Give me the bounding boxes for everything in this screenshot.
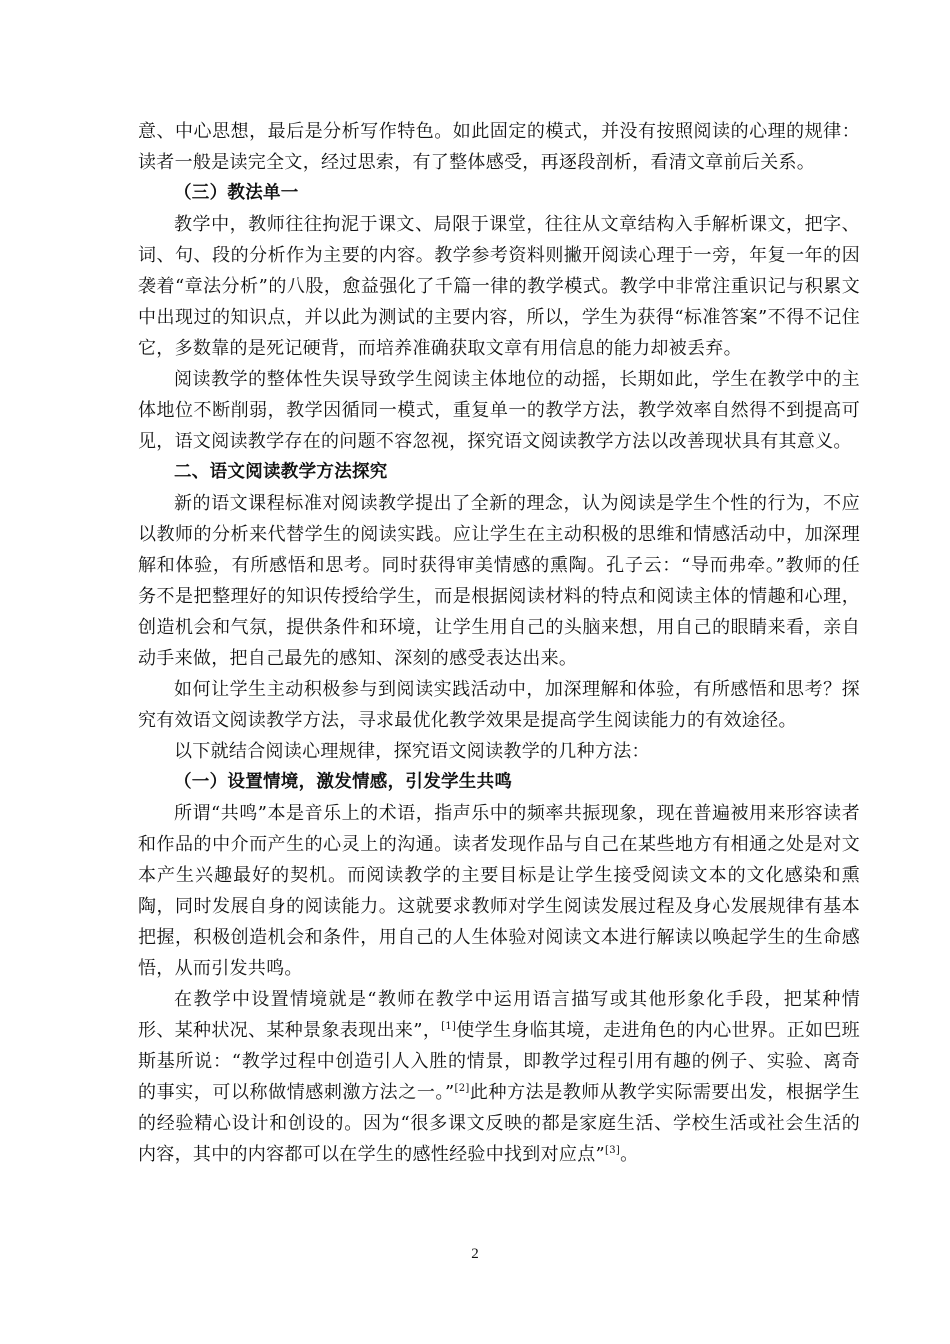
paragraph-text: 此种方法是教师从教学实际需要出发，根据学生的经验精心设计和创设的。因为“很多课文反映的都是家庭生活、学校生活或社会生活的内容，其中的内容都可以在学生的感性经验中找到对应点” — [138, 1082, 860, 1165]
paragraph-with-citations — [138, 984, 860, 1170]
paragraph: 教学中，教师往往拘泥于课文、局限于课堂，往往从文章结构入手解析课文，把字、词、句、段的分析作为主要的内容。教学参考资料则撇开阅读心理于一旁，年复一年的因袭着“章法分析”的八股，愈益强化了千篇一律的教学模式。教学中非常注重识记与积累文中出现过的知识点，并以此为测试的主要内容，所以，学生为获得“标准答案”不得不记住它，多数靠的是死记硬背，而培养准确获取文章有用信息的能力却被丢弃。 — [138, 214, 860, 359]
page-number: 2 — [471, 1246, 479, 1262]
paragraph: 以下就结合阅读心理规律，探究语文阅读教学的几种方法： — [174, 741, 650, 762]
section-heading-set-situation: （一）设置情境，激发情感，引发学生共鸣 — [174, 772, 513, 792]
citation-ref: [1] — [441, 1021, 457, 1032]
citation-ref: [2] — [454, 1083, 470, 1094]
paragraph: 所谓“共鸣”本是音乐上的术语，指声乐中的频率共振现象，现在普遍被用来形容读者和作品的中介而产生的心灵上的沟通。读者发现作品与自己在某些地方有相通之处是对文本产生兴趣最好的契机。而阅读教学的主要目标是让学生接受阅读文本的文化感染和熏陶，同时发展自身的阅读能力。这就要求教师对学生阅读发展过程及身心发展规律有基本把握，积极创造机会和条件，用自己的人生体验对阅读文本进行解读以唤起学生的生命感悟，从而引发共鸣。 — [138, 803, 860, 979]
section-heading-teaching-method-single: （三）教法单一 — [174, 183, 299, 203]
paragraph-text: 使学生身临其境，走进角色的内心世界。正如巴班斯基所说：“教学过程中创造引人入胜的情景，即教学过程引用有趣的例子、实验、离奇的事实，可以称做情感刺激方法之一。” — [138, 1020, 860, 1103]
paragraph: 如何让学生主动积极参与到阅读实践活动中，加深理解和体验，有所感悟和思考？探究有效语文阅读教学方法，寻求最优化教学效果是提高学生阅读能力的有效途径。 — [138, 679, 860, 731]
document-body — [138, 116, 860, 1170]
paragraph-text: 在教学中设置情境就是“教师在教学中运用语言描写或其他形象化手段，把某种情形、某种状况、某种景象表现出来”， — [138, 989, 860, 1041]
paragraph: 新的语文课程标准对阅读教学提出了全新的理念，认为阅读是学生个性的行为，不应以教师的分析来代替学生的阅读实践。应让学生在主动积极的思维和情感活动中，加深理解和体验，有所感悟和思考。同时获得审美情感的熏陶。孔子云：“导而弗牵。”教师的任务不是把整理好的知识传授给学生，而是根据阅读材料的特点和阅读主体的情趣和心理，创造机会和气氛，提供条件和环境，让学生用自己的头脑来想，用自己的眼睛来看，亲自动手来做，把自己最先的感知、深刻的感受表达出来。 — [138, 493, 860, 669]
paragraph: 阅读教学的整体性失误导致学生阅读主体地位的动摇，长期如此，学生在教学中的主体地位不断削弱，教学因循同一模式，重复单一的教学方法，教学效率自然得不到提高可见，语文阅读教学存在的问题不容忽视，探究语文阅读教学方法以改善现状具有其意义。 — [138, 369, 860, 452]
section-heading-reading-methods: 二、语文阅读教学方法探究 — [174, 462, 388, 482]
paragraph-text: 。 — [620, 1144, 639, 1165]
citation-ref: [3] — [605, 1145, 621, 1156]
paragraph-continuation: 意、中心思想，最后是分析写作特色。如此固定的模式，并没有按照阅读的心理的规律：读者一般是读完全文，经过思索，有了整体感受，再逐段剖析，看清文章前后关系。 — [138, 121, 860, 173]
